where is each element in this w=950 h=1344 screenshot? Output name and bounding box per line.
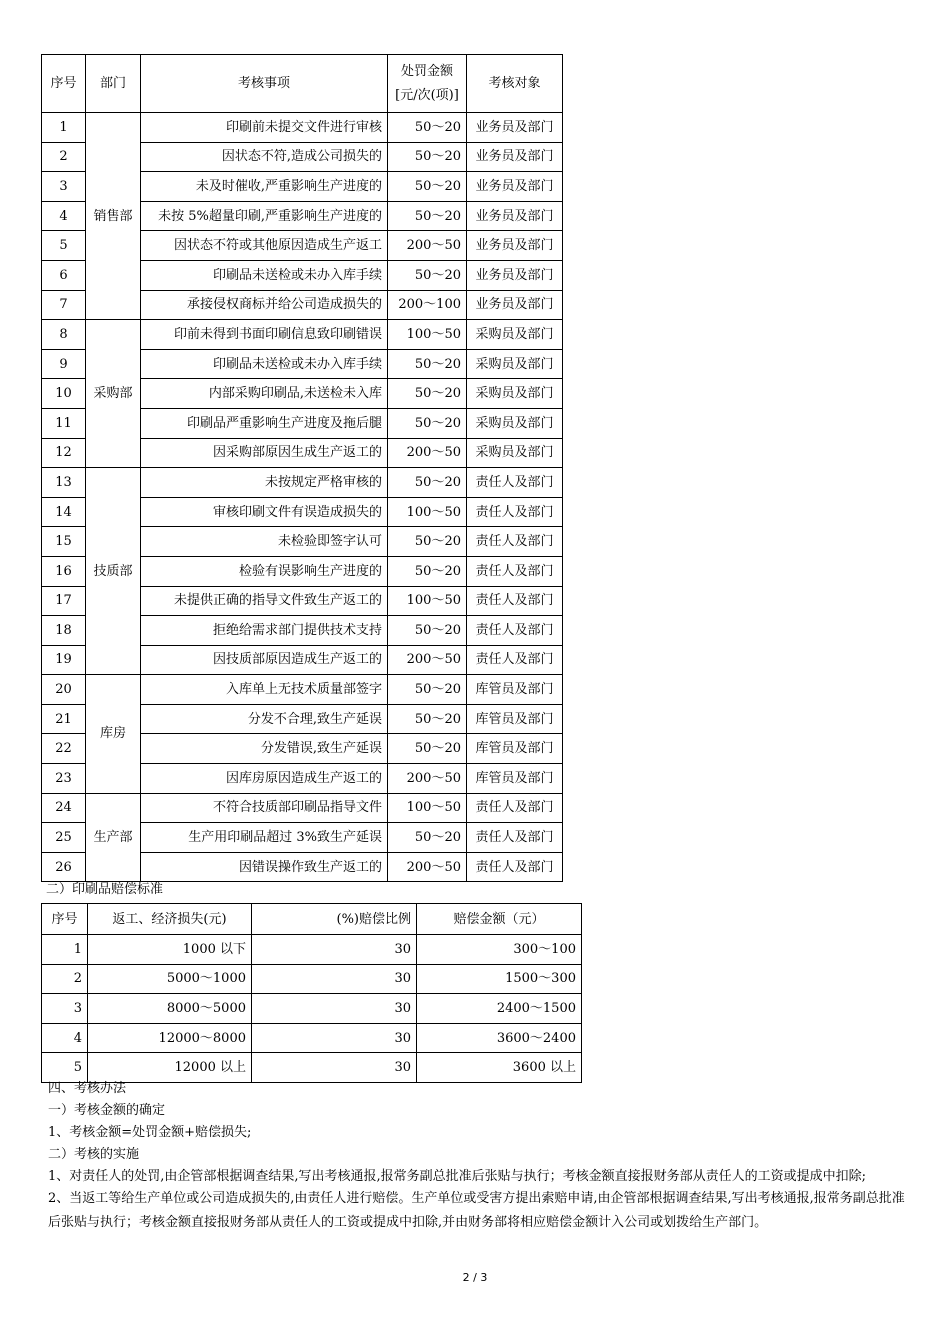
table-row [42,320,563,350]
dept-cell-purchasing: 采购部 [86,320,141,468]
dept-cell-tech-quality: 技质部 [86,468,141,675]
amount-cell: 50～20 [388,201,467,231]
amount-cell: 2400～1500 [417,994,582,1024]
ratio-cell: 30 [252,964,417,994]
item-cell: 未按规定严格审核的 [141,468,388,498]
seq-cell: 1 [42,113,86,143]
item-cell: 分发错误,致生产延误 [141,734,388,764]
seq-cell: 12 [42,438,86,468]
target-cell: 责任人及部门 [467,793,563,823]
amount-cell: 200～50 [388,438,467,468]
amount-cell: 200～50 [388,764,467,794]
target-cell: 库管员及部门 [467,734,563,764]
table-row [42,1023,582,1053]
ratio-cell: 30 [252,1023,417,1053]
seq-cell: 2 [42,964,88,994]
amount-cell: 50～20 [388,556,467,586]
seq-cell: 2 [42,142,86,172]
amount-cell: 50～20 [388,527,467,557]
header-target: 考核对象 [467,55,563,113]
section-title-compensation: 二）印刷品赔偿标准 [46,882,164,897]
target-cell: 责任人及部门 [467,527,563,557]
target-cell: 责任人及部门 [467,497,563,527]
item-cell: 因技质部原因造成生产返工的 [141,645,388,675]
seq-cell: 3 [42,172,86,202]
seq-cell: 3 [42,994,88,1024]
amount-cell: 100～50 [388,586,467,616]
item-cell: 检验有误影响生产进度的 [141,556,388,586]
seq-cell: 8 [42,320,86,350]
header-dept: 部门 [86,55,141,113]
item-cell: 未检验即签字认可 [141,527,388,557]
seq-cell: 23 [42,764,86,794]
amount-cell: 50～20 [388,142,467,172]
item-cell: 未按 5%超量印刷,严重影响生产进度的 [141,201,388,231]
target-cell: 责任人及部门 [467,556,563,586]
item-cell: 因状态不符或其他原因造成生产返工 [141,231,388,261]
table-row [42,935,582,965]
item-cell: 因状态不符,造成公司损失的 [141,142,388,172]
ratio-cell: 30 [252,1053,417,1083]
item-cell: 印刷品严重影响生产进度及拖后腿 [141,408,388,438]
header-penalty-line2: [元/次(项)] [395,87,459,103]
seq-cell: 1 [42,935,88,965]
amount-cell: 1500～300 [417,964,582,994]
seq-cell: 26 [42,852,86,882]
item-cell: 拒绝给需求部门提供技术支持 [141,616,388,646]
seq-cell: 18 [42,616,86,646]
dept-cell-sales: 销售部 [86,113,141,320]
seq-cell: 24 [42,793,86,823]
table-row [42,113,563,143]
amount-cell: 50～20 [388,823,467,853]
target-cell: 责任人及部门 [467,823,563,853]
seq-cell: 21 [42,704,86,734]
loss-cell: 12000 以上 [88,1053,252,1083]
item-cell: 审核印刷文件有误造成损失的 [141,497,388,527]
target-cell: 责任人及部门 [467,852,563,882]
paragraph: 1、对责任人的处罚,由企管部根据调查结果,写出考核通报,报常务副总批准后张贴与执行；考核金额直接报财务部从责任人的工资或提成中扣除; [48,1169,867,1184]
item-cell: 印刷品未送检或未办入库手续 [141,260,388,290]
target-cell: 责任人及部门 [467,586,563,616]
item-cell: 未及时催收,严重影响生产进度的 [141,172,388,202]
amount-cell: 200～50 [388,231,467,261]
seq-cell: 10 [42,379,86,409]
amount-cell: 300～100 [417,935,582,965]
ratio-cell: 30 [252,994,417,1024]
amount-cell: 50～20 [388,408,467,438]
seq-cell: 20 [42,675,86,705]
header-loss: 返工、经济损失(元) [88,904,252,935]
amount-cell: 50～20 [388,675,467,705]
penalty-table-header-row [42,55,563,113]
amount-cell: 100～50 [388,793,467,823]
amount-cell: 100～50 [388,497,467,527]
ratio-cell: 30 [252,935,417,965]
item-cell: 因采购部原因生成生产返工的 [141,438,388,468]
item-cell: 未提供正确的指导文件致生产返工的 [141,586,388,616]
target-cell: 采购员及部门 [467,408,563,438]
seq-cell: 5 [42,1053,88,1083]
seq-cell: 4 [42,201,86,231]
table-row [42,675,563,705]
seq-cell: 25 [42,823,86,853]
target-cell: 业务员及部门 [467,260,563,290]
assessment-method-section [48,1078,910,1235]
amount-cell: 3600～2400 [417,1023,582,1053]
amount-cell: 50～20 [388,734,467,764]
target-cell: 业务员及部门 [467,142,563,172]
target-cell: 业务员及部门 [467,172,563,202]
item-cell: 因库房原因造成生产返工的 [141,764,388,794]
item-cell: 因错误操作致生产返工的 [141,852,388,882]
seq-cell: 17 [42,586,86,616]
header-ratio: (%)赔偿比例 [252,904,417,935]
paragraph: 2、当返工等给生产单位或公司造成损失的,由责任人进行赔偿。生产单位或受害方提出索赔申请,由企管部根据调查结果,写出考核通报,报常务副总批准后张贴与执行；考核金额直接报财务部从责任人的工资或提成中扣除,并由财务部将相应赔偿金额计入公司或划拨给生产部门。 [48,1191,905,1230]
header-seq: 序号 [42,55,86,113]
item-cell: 生产用印刷品超过 3%致生产延误 [141,823,388,853]
seq-cell: 14 [42,497,86,527]
table-row [42,468,563,498]
header-amount: 赔偿金额（元） [417,904,582,935]
subsection-heading: 二）考核的实施 [48,1147,140,1162]
item-cell: 分发不合理,致生产延误 [141,704,388,734]
header-item: 考核事项 [141,55,388,113]
section-heading: 四、考核办法 [48,1081,127,1096]
item-cell: 入库单上无技术质量部签字 [141,675,388,705]
paragraph: 1、考核金额=处罚金额+赔偿损失; [48,1125,252,1140]
target-cell: 责任人及部门 [467,468,563,498]
subsection-heading: 一）考核金额的确定 [48,1103,166,1118]
loss-cell: 8000～5000 [88,994,252,1024]
loss-cell: 12000～8000 [88,1023,252,1053]
dept-cell-production: 生产部 [86,793,141,882]
seq-cell: 7 [42,290,86,320]
amount-cell: 50～20 [388,616,467,646]
target-cell: 业务员及部门 [467,113,563,143]
target-cell: 业务员及部门 [467,290,563,320]
penalty-table [41,54,563,882]
seq-cell: 5 [42,231,86,261]
amount-cell: 50～20 [388,704,467,734]
seq-cell: 22 [42,734,86,764]
seq-cell: 6 [42,260,86,290]
amount-cell: 50～20 [388,379,467,409]
seq-cell: 9 [42,349,86,379]
amount-cell: 200～100 [388,290,467,320]
amount-cell: 50～20 [388,468,467,498]
target-cell: 库管员及部门 [467,675,563,705]
item-cell: 内部采购印刷品,未送检未入库 [141,379,388,409]
target-cell: 库管员及部门 [467,764,563,794]
page-number: 2 / 3 [462,1271,488,1284]
compensation-table [41,903,582,1083]
target-cell: 采购员及部门 [467,438,563,468]
target-cell: 采购员及部门 [467,379,563,409]
seq-cell: 13 [42,468,86,498]
amount-cell: 50～20 [388,172,467,202]
table-row [42,964,582,994]
amount-cell: 3600 以上 [417,1053,582,1083]
target-cell: 责任人及部门 [467,645,563,675]
item-cell: 不符合技质部印刷品指导文件 [141,793,388,823]
target-cell: 库管员及部门 [467,704,563,734]
target-cell: 采购员及部门 [467,320,563,350]
seq-cell: 16 [42,556,86,586]
amount-cell: 50～20 [388,260,467,290]
seq-cell: 19 [42,645,86,675]
seq-cell: 15 [42,527,86,557]
target-cell: 责任人及部门 [467,616,563,646]
amount-cell: 50～20 [388,349,467,379]
target-cell: 业务员及部门 [467,231,563,261]
loss-cell: 5000～1000 [88,964,252,994]
item-cell: 印前未得到书面印刷信息致印刷错误 [141,320,388,350]
item-cell: 印刷前未提交文件进行审核 [141,113,388,143]
amount-cell: 200～50 [388,645,467,675]
amount-cell: 200～50 [388,852,467,882]
header-penalty [388,55,467,113]
item-cell: 承接侵权商标并给公司造成损失的 [141,290,388,320]
header-penalty-line1: 处罚金额 [400,63,453,79]
table-row [42,994,582,1024]
compensation-table-header-row [42,904,582,935]
target-cell: 业务员及部门 [467,201,563,231]
target-cell: 采购员及部门 [467,349,563,379]
table-row [42,793,563,823]
loss-cell: 1000 以下 [88,935,252,965]
header-seq: 序号 [42,904,88,935]
seq-cell: 11 [42,408,86,438]
amount-cell: 50～20 [388,113,467,143]
seq-cell: 4 [42,1023,88,1053]
dept-cell-warehouse: 库房 [86,675,141,793]
item-cell: 印刷品未送检或未办入库手续 [141,349,388,379]
amount-cell: 100～50 [388,320,467,350]
